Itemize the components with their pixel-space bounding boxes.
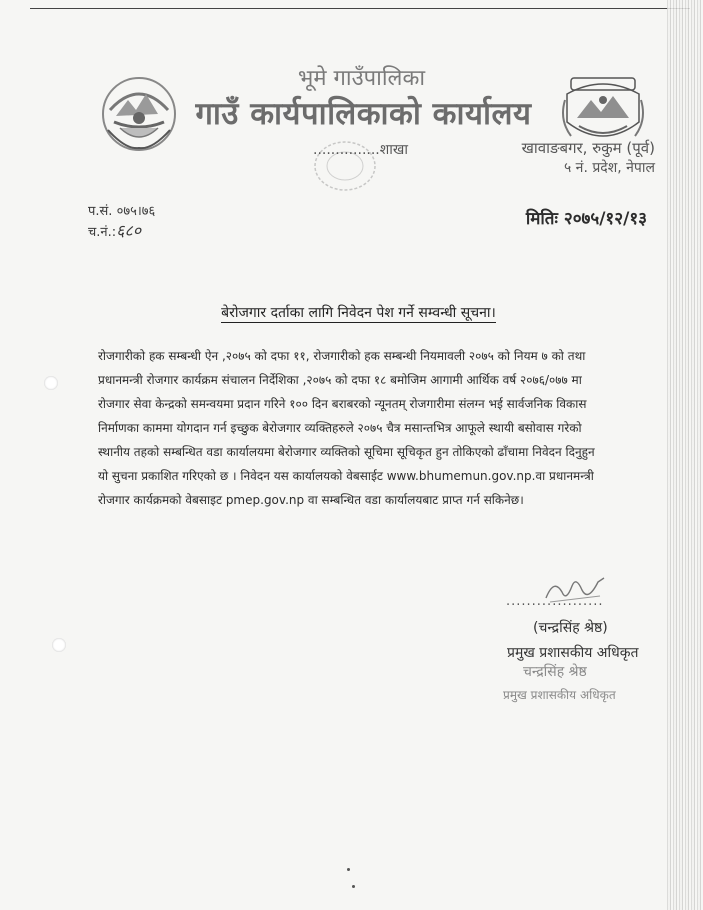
top-rule — [30, 8, 690, 9]
address-line-2: ५ नं. प्रदेश, नेपाल — [563, 160, 655, 176]
subject-text: बेरोजगार दर्ताका लागि निवेदन पेश गर्ने सम्वन्धी सूचना। — [221, 305, 496, 321]
punch-hole — [52, 638, 66, 652]
date-value: २०७५/१२/१३ — [563, 209, 647, 229]
body-line: प्रधानमन्त्री रोजगार कार्यक्रम संचालन निर्देशिका ,२०७५ को दफा १८ बमोजिम आगामी आर्थिक वर्ष २०७६/०७७ मा — [98, 373, 582, 387]
municipality-name: भूमे गाउँपालिका — [297, 66, 426, 91]
letter-number — [88, 201, 155, 219]
punch-hole — [44, 376, 58, 390]
letter-number-value: ०७५।७६ — [116, 204, 156, 219]
signatory-name: (चन्द्रसिंह श्रेष्ठ) — [533, 620, 608, 636]
letter-number-label: प.सं. — [88, 204, 113, 219]
body-line: निर्माणका काममा योगदान गर्न इच्छुक बेरोजगार व्यक्तिहरुले २०७५ चैत्र मसान्तभित्र आफूले स्थायी बसोवास गरेको — [98, 421, 582, 435]
office-title: गाउँ कार्यपालिकाको कार्यालय — [195, 96, 532, 132]
signature-stamp-title: प्रमुख प्रशासकीय अधिकृत — [503, 688, 616, 702]
dispatch-number-value: ६८० — [116, 221, 142, 240]
date-label: मितिः — [525, 209, 558, 229]
body-line: रोजगार सेवा केन्द्रको समन्वयमा प्रदान गरिने १०० दिन बराबरको न्यूनतम् रोजगारीमा संलग्न भई सार्वजनिक विकास — [98, 397, 587, 411]
notice-subject — [0, 303, 703, 322]
scan-speck — [347, 868, 350, 871]
branch-label: ...............शाखा — [313, 142, 408, 158]
signatory-title: प्रमुख प्रशासकीय अधिकृत — [507, 645, 639, 661]
date — [526, 206, 647, 229]
body-line: रोजगार कार्यक्रमको वेबसाइट pmep.gov.np वा सम्बन्धित वडा कार्यालयबाट प्राप्त गर्न सकिनेछ। — [98, 493, 524, 507]
body-line: यो सुचना प्रकाशित गरिएको छ । निवेदन यस कार्यालयको वेबसाईट www.bhumemun.gov.np.वा प्रधानमन्त्री — [98, 469, 594, 483]
scan-edge-artifact — [667, 0, 703, 910]
body-line: स्थानीय तहको सम्बन्धित वडा कार्यालयमा बेरोजगार व्यक्तिको सूचिमा सूचिकृत हुन तोकिएको ढाँचामा निवेदन दिनुहुन — [98, 445, 595, 459]
dispatch-number — [88, 219, 141, 241]
dispatch-number-label: च.नं.: — [88, 225, 117, 240]
signature-stamp-name: चन्द्रसिंह श्रेष्ठ — [523, 664, 587, 680]
notice-body — [98, 344, 653, 512]
scan-speck — [352, 885, 355, 888]
body-line: रोजगारीको हक सम्बन्धी ऐन ,२०७५ को दफा ११, रोजगारीको हक सम्बन्धी नियमावली २०७५ को नियम ७ को तथा — [98, 349, 586, 363]
address-line-1: खावाङबगर, रुकुम (पूर्व) — [521, 139, 655, 157]
signature-line: ................... — [506, 594, 604, 609]
